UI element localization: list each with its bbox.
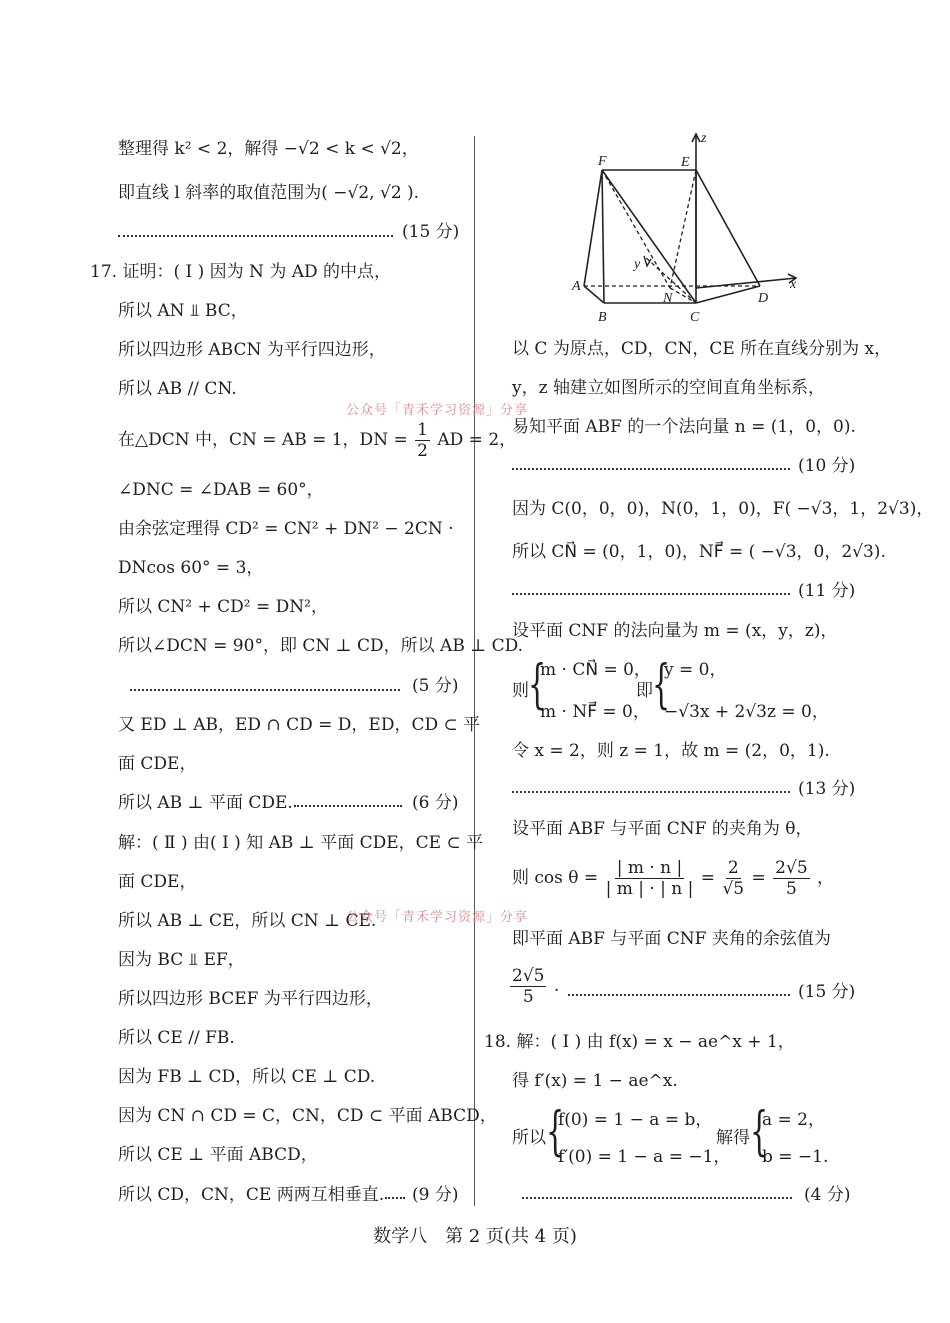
left-brace: { [546, 1102, 565, 1162]
left-brace: { [652, 655, 671, 715]
label-D: D [758, 291, 769, 306]
text-line: 又 ED ⊥ AB，ED ∩ CD = D，ED，CD ⊂ 平 [118, 715, 481, 735]
text-line: 所以 AN ⫫ BC， [118, 301, 248, 321]
text-line: 易知平面 ABF 的一个法向量 n = (1，0，0). [512, 417, 856, 437]
text-line: 所以 CN⃗ = (0，1，0)，NF⃗ = ( −√3，0，2√3). [512, 542, 886, 562]
edge-CD [696, 286, 760, 303]
equation-line: m · NF⃗ = 0， [540, 702, 650, 722]
text-line: 设平面 CNF 的法向量为 m = (x，y，z)， [512, 621, 838, 641]
fraction [722, 858, 744, 899]
column-divider [474, 136, 475, 1206]
score-mark: (10 分) [798, 456, 856, 476]
text-line: ∠DNC = ∠DAB = 60°， [118, 480, 324, 500]
y-axis-arrow [644, 256, 651, 266]
fraction [415, 420, 430, 461]
denominator: 5 [785, 879, 797, 899]
text-line: 解：( Ⅱ ) 由( Ⅰ ) 知 AB ⊥ 平面 CDE，CE ⊂ 平 [118, 833, 484, 853]
text-segment: 则 [512, 681, 529, 701]
numerator: 2√5 [512, 966, 545, 986]
score-mark: (15 分) [798, 982, 856, 1002]
dot-leader [512, 791, 790, 793]
left-brace: { [750, 1102, 769, 1162]
label-A: A [572, 279, 581, 294]
denominator: 5 [522, 987, 534, 1007]
edge-FB [602, 170, 604, 303]
text-line: 得 f′(x) = 1 − ae^x. [512, 1071, 678, 1091]
dot-leader [568, 994, 790, 996]
denominator: 2 [417, 441, 428, 461]
text-line: 以 C 为原点，CD，CN，CE 所在直线分别为 x， [512, 339, 892, 359]
score-mark: (6 分) [412, 793, 459, 813]
text-line: 因为 BC ⫫ EF， [118, 950, 245, 970]
text-line: 所以 AB ⊥ CE，所以 CN ⊥ CE. [118, 911, 377, 931]
text-line: 所以∠DCN = 90°，即 CN ⊥ CD，所以 AB ⊥ CD. [118, 636, 524, 656]
text-segment: AD = 2， [437, 430, 517, 450]
score-mark: (15 分) [402, 222, 460, 242]
text-line: y，z 轴建立如图所示的空间直角坐标系， [512, 378, 825, 398]
text-line: 设平面 ABF 与平面 CNF 的夹角为 θ， [512, 819, 813, 839]
text-segment: 解得 [716, 1128, 750, 1148]
score-mark: (4 分) [804, 1185, 851, 1205]
dot-leader [294, 805, 402, 807]
text-line: 所以 AB ⊥ 平面 CDE. [118, 793, 293, 813]
text-line: DNcos 60° = 3， [118, 558, 264, 578]
text-line: 所以 CN² + CD² = DN²， [118, 597, 328, 617]
text-line: 所以四边形 BCEF 为平行四边形， [118, 989, 383, 1009]
question-18-heading: 18. 解：( Ⅰ ) 由 f(x) = x − ae^x + 1， [484, 1032, 795, 1052]
equation-line: a = 2， [762, 1110, 826, 1130]
text-line: 所以 CD，CN，CE 两两互相垂直. [118, 1185, 385, 1205]
equation-line: b = −1. [762, 1147, 829, 1167]
text-line: 因为 CN ∩ CD = C，CN，CD ⊂ 平面 ABCD， [118, 1106, 497, 1126]
text-line: 即直线 l 斜率的取值范围为( −√2, √2 ). [118, 183, 420, 203]
dot-leader [512, 468, 790, 470]
label-C: C [690, 310, 700, 325]
text-line [512, 858, 834, 899]
score-mark: (11 分) [798, 581, 856, 601]
fraction [510, 966, 546, 1007]
label-F: F [598, 154, 607, 169]
text-line: 所以 AB // CN. [118, 379, 237, 399]
text-segment: 则 cos θ = [512, 868, 599, 888]
text-segment: = [700, 868, 716, 888]
edge-AB [584, 286, 604, 303]
text-segment: ， [817, 868, 835, 888]
text-line: 即平面 ABF 与平面 CNF 夹角的余弦值为 [512, 929, 831, 949]
text-line [508, 966, 559, 1007]
left-brace: { [528, 655, 547, 715]
numerator: 2√5 [775, 858, 808, 878]
edge-FA [584, 170, 602, 286]
label-N: N [663, 291, 673, 306]
fraction [773, 858, 809, 899]
denominator: √5 [722, 879, 745, 899]
equation-line: y = 0， [664, 660, 727, 680]
label-z: z [701, 131, 707, 146]
edge-ED [696, 170, 760, 286]
label-E: E [681, 155, 690, 170]
text-segment: 即 [636, 681, 653, 701]
numerator: 2 [727, 858, 739, 878]
label-B: B [598, 310, 607, 325]
text-line: 因为 C(0，0，0)，N(0，1，0)，F( −√3，1，2√3)， [512, 499, 934, 519]
dot-leader [512, 593, 790, 595]
denominator: | m | · | n | [605, 879, 694, 899]
watermark: 公众号「青禾学习资源」分享 [346, 403, 529, 418]
dot-leader [522, 1197, 792, 1199]
label-y: y [634, 257, 641, 272]
text-line [118, 420, 516, 461]
text-line: 所以四边形 ABCN 为平行四边形， [118, 340, 386, 360]
text-line: 由余弦定理得 CD² = CN² + DN² − 2CN · [118, 519, 454, 539]
question-17-heading: 17. 证明：( Ⅰ ) 因为 N 为 AD 的中点， [90, 262, 392, 282]
edge-EN-hidden [670, 170, 696, 288]
dot-leader [130, 689, 400, 691]
label-x: x [790, 277, 797, 292]
equation-line: −√3x + 2√3z = 0， [664, 702, 829, 722]
fraction [606, 858, 694, 899]
score-mark: (13 分) [798, 779, 856, 799]
score-mark: (5 分) [412, 676, 459, 696]
text-line: 整理得 k² < 2，解得 −√2 < k < √2， [118, 139, 419, 159]
text-line: 因为 FB ⊥ CD，所以 CE ⊥ CD. [118, 1067, 376, 1087]
edge-NC-hidden [670, 288, 696, 303]
dot-leader [118, 235, 393, 237]
text-segment: = [751, 868, 766, 888]
page-footer: 数学八 第 2 页(共 4 页) [373, 1226, 577, 1247]
text-line: 面 CDE， [118, 754, 197, 774]
watermark: 公众号「青禾学习资源」分享 [346, 910, 529, 925]
edge-FC [602, 170, 696, 303]
text-line: 面 CDE， [118, 872, 197, 892]
text-segment: . [553, 976, 560, 996]
text-line: 所以 CE // FB. [118, 1028, 235, 1048]
dot-leader [385, 1197, 405, 1199]
text-segment: 在△DCN 中，CN = AB = 1，DN = [118, 430, 408, 450]
prism-coordinate-figure [560, 128, 810, 326]
equation-line: f′(0) = 1 − a = −1， [558, 1147, 731, 1167]
equation-line: m · CN⃗ = 0， [540, 660, 651, 680]
numerator: 1 [417, 420, 428, 440]
text-line: 令 x = 2，则 z = 1，故 m = (2，0，1). [512, 741, 830, 761]
text-line: 所以 CE ⊥ 平面 ABCD， [118, 1145, 318, 1165]
text-segment: 所以 [512, 1128, 546, 1148]
score-mark: (9 分) [412, 1185, 459, 1205]
equation-line: f(0) = 1 − a = b， [558, 1110, 713, 1130]
numerator: | m · n | [616, 858, 683, 878]
